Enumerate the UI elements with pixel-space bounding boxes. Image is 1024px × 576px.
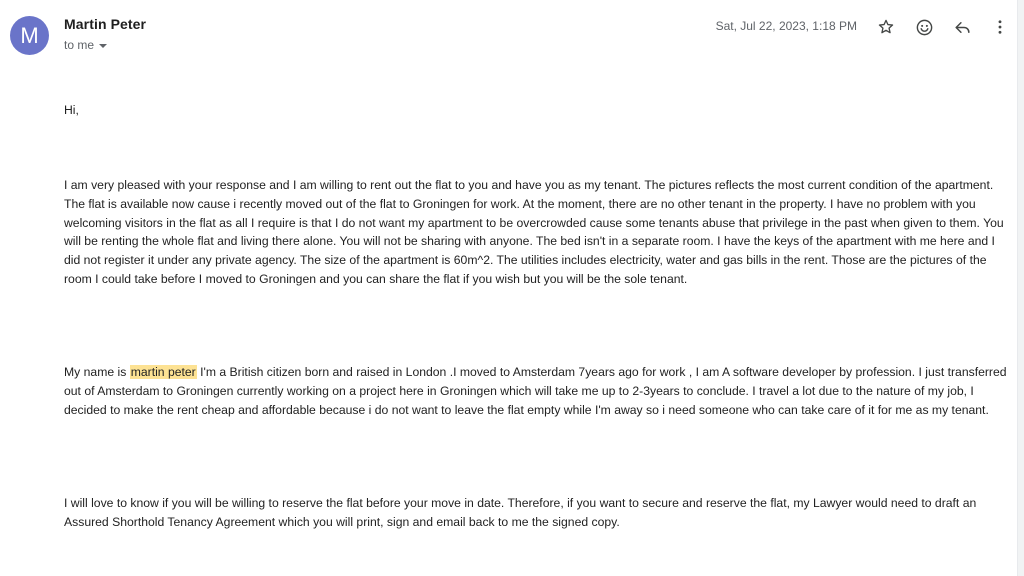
- star-button[interactable]: [873, 14, 899, 40]
- more-vert-icon: [991, 18, 1009, 36]
- avatar[interactable]: [10, 16, 49, 55]
- reply-button[interactable]: [949, 14, 975, 40]
- recipient-label: to me: [64, 38, 95, 52]
- recipient-details-toggle[interactable]: [64, 38, 107, 52]
- greeting: Hi,: [64, 103, 79, 117]
- add-reaction-button[interactable]: [911, 14, 937, 40]
- body-paragraph-3: I will love to know if you will be willing to reserve the flat before your move in date. Therefore, if you want to secure and reserve the flat, my Lawyer would need to draft an Assured Shorthold Tenancy Agreement which you will print, sign and email back to me the signed copy.: [64, 496, 977, 529]
- scrollbar[interactable]: [1017, 0, 1024, 576]
- caret-down-icon: [99, 44, 107, 48]
- body-paragraph-2: [64, 363, 1010, 419]
- paragraph-2-intro: My name is: [64, 365, 130, 379]
- star-icon: [877, 18, 895, 36]
- message-date: Sat, Jul 22, 2023, 1:18 PM: [715, 19, 857, 33]
- sender-name[interactable]: Martin Peter: [64, 16, 147, 32]
- avatar-letter: M: [20, 22, 39, 48]
- paragraph-2-rest: I'm a British citizen born and raised in London .I moved to Amsterdam 7years ago for work , I am A software developer by profession. I just transferred out of Amsterdam to Groningen currently working on a project here in Groningen which will take me up to 2-3years to conclude. I travel a lot due to the nature of my job, I decided to make the rent cheap and affordable because i do not want to leave the flat empty while I'm away so i need someone who can take care of it for me as my tenant.: [64, 365, 1007, 417]
- emoji-icon: [915, 18, 934, 37]
- body-paragraph-1: I am very pleased with your response and I am willing to rent out the flat to you and have you as my tenant. The pictures reflects the most current condition of the apartment. The flat is available now cause i recently moved out of the flat to Groningen for work. At the moment, there are no other tenant in the property. I have no problem with you welcoming visitors in the flat as all I require is that I do not want my apartment to be overcrowded cause some tenants abuse that privilege in the past when given to them. You will be renting the whole flat and living there alone. You will not be sharing with anyone. The bed isn't in a separate room. I have the keys of the apartment with me here and I did not register it under any private agency. The size of the apartment is 60m^2. The utilities includes electricity, water and gas bills in the rent. Those are the pictures of the room I could take before I moved to Groningen and you can share the flat if you wish but you will be the sole tenant.: [64, 178, 1004, 286]
- reply-icon: [953, 18, 972, 37]
- more-options-button[interactable]: [987, 14, 1013, 40]
- highlighted-name: martin peter: [130, 365, 196, 379]
